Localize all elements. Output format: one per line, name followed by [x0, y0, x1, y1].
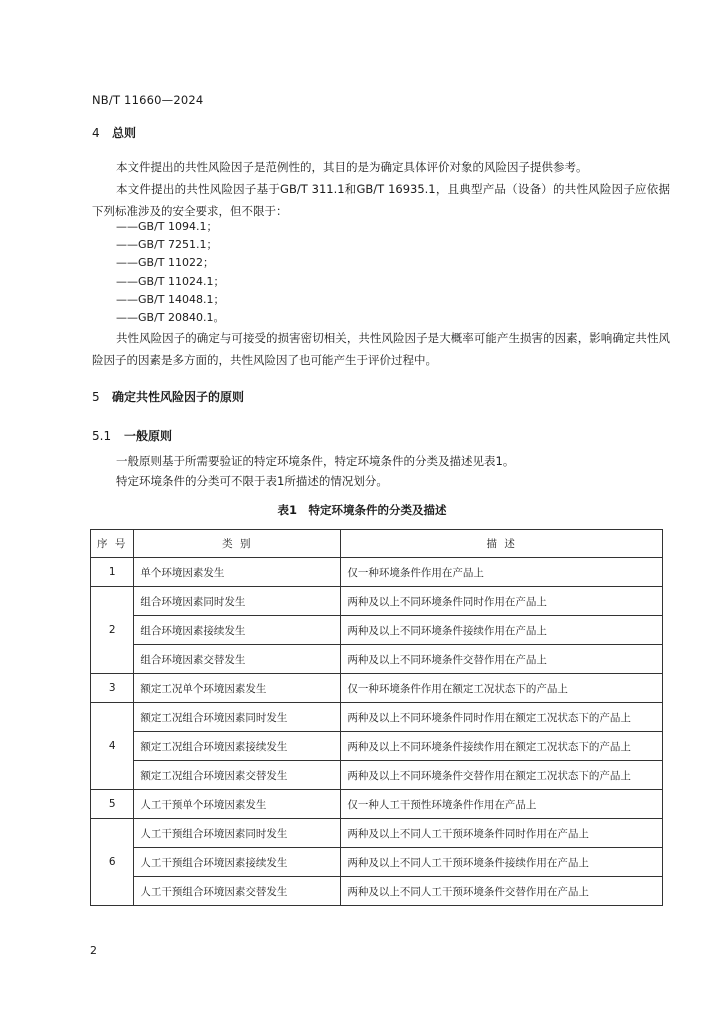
table-row	[91, 558, 663, 587]
description-cell: 两种及以上不同环境条件交替作用在额定工况状态下的产品上	[341, 761, 663, 790]
standards-list	[116, 218, 224, 327]
description-cell: 两种及以上不同人工干预环境条件交替作用在产品上	[341, 877, 663, 906]
table-row	[91, 877, 663, 906]
table-row	[91, 819, 663, 848]
description-cell: 两种及以上不同人工干预环境条件接续作用在产品上	[341, 848, 663, 877]
description-cell: 两种及以上不同人工干预环境条件同时作用在产品上	[341, 819, 663, 848]
category-cell: 组合环境因素接续发生	[134, 616, 341, 645]
table-row	[91, 645, 663, 674]
standards-list-item: ——GB/T 20840.1。	[116, 311, 225, 325]
description-cell: 两种及以上不同环境条件接续作用在额定工况状态下的产品上	[341, 732, 663, 761]
table-row	[91, 761, 663, 790]
category-cell: 人工干预单个环境因素发生	[134, 790, 341, 819]
category-cell: 单个环境因素发生	[134, 558, 341, 587]
header-description: 描 述	[341, 530, 663, 558]
table-row	[91, 587, 663, 616]
standards-list-item: ——GB/T 14048.1；	[116, 292, 225, 306]
category-cell: 额定工况组合环境因素同时发生	[134, 703, 341, 732]
category-cell: 人工干预组合环境因素同时发生	[134, 819, 341, 848]
section-4-para-2: 本文件提出的共性风险因子基于GB/T 311.1和GB/T 16935.1，且典型产品（设备）的共性风险因子应依据下列标准涉及的安全要求，但不限于：	[92, 182, 670, 218]
row-number-cell: 6	[91, 819, 134, 906]
description-cell: 两种及以上不同环境条件接续作用在产品上	[341, 616, 663, 645]
section-5-heading	[92, 388, 244, 405]
standards-list-item: ——GB/T 11024.1；	[116, 274, 225, 288]
section-4-para-3: 共性风险因子的确定与可接受的损害密切相关，共性风险因子是大概率可能产生损害的因素，影响确定共性风险因子的因素是多方面的，共性风险因了也可能产生于评价过程中。	[92, 331, 670, 367]
section-5-1-number: 5.1	[92, 429, 112, 443]
category-cell: 额定工况组合环境因素交替发生	[134, 761, 341, 790]
section-5-number: 5	[92, 390, 100, 404]
table-row	[91, 703, 663, 732]
header-no: 序 号	[91, 530, 134, 558]
row-number-cell: 3	[91, 674, 134, 703]
standards-list-item: ——GB/T 11022；	[116, 256, 214, 270]
section-5-1-title: 一般原则	[124, 429, 173, 443]
description-cell: 两种及以上不同环境条件同时作用在产品上	[341, 587, 663, 616]
description-cell: 仅一种环境条件作用在额定工况状态下的产品上	[341, 674, 663, 703]
section-5-1-para-1: 一般原则基于所需要验证的特定环境条件，特定环境条件的分类及描述见表1。	[116, 454, 515, 468]
category-cell: 组合环境因素同时发生	[134, 587, 341, 616]
page-number: 2	[90, 944, 97, 957]
row-number-cell: 2	[91, 587, 134, 674]
category-cell: 组合环境因素交替发生	[134, 645, 341, 674]
section-4-para-1: 本文件提出的共性风险因子是范例性的，其目的是为确定具体评价对象的风险因子提供参考。	[116, 160, 588, 174]
standards-list-item: ——GB/T 7251.1；	[116, 238, 218, 252]
section-4-number: 4	[92, 126, 100, 140]
table-row	[91, 616, 663, 645]
section-5-1-heading	[92, 427, 172, 444]
standard-code: NB/T 11660—2024	[92, 93, 204, 107]
section-5-title: 确定共性风险因子的原则	[112, 390, 245, 404]
table-row	[91, 848, 663, 877]
category-cell: 额定工况组合环境因素接续发生	[134, 732, 341, 761]
header-category: 类 别	[134, 530, 341, 558]
table-row	[91, 790, 663, 819]
table-header-row	[91, 530, 663, 558]
table-row	[91, 674, 663, 703]
category-cell: 人工干预组合环境因素交替发生	[134, 877, 341, 906]
description-cell: 两种及以上不同环境条件交替作用在产品上	[341, 645, 663, 674]
section-5-1-para-2: 特定环境条件的分类可不限于表1所描述的情况划分。	[116, 474, 388, 488]
table-title: 表1 特定环境条件的分类及描述	[277, 503, 447, 517]
section-4-title: 总则	[112, 126, 137, 140]
row-number-cell: 1	[91, 558, 134, 587]
category-cell: 额定工况单个环境因素发生	[134, 674, 341, 703]
category-cell: 人工干预组合环境因素接续发生	[134, 848, 341, 877]
section-4-heading	[92, 124, 136, 141]
row-number-cell: 5	[91, 790, 134, 819]
description-cell: 两种及以上不同环境条件同时作用在额定工况状态下的产品上	[341, 703, 663, 732]
description-cell: 仅一种环境条件作用在产品上	[341, 558, 663, 587]
environment-conditions-table	[90, 529, 663, 906]
standards-list-item: ——GB/T 1094.1；	[116, 220, 218, 233]
description-cell: 仅一种人工干预性环境条件作用在产品上	[341, 790, 663, 819]
row-number-cell: 4	[91, 703, 134, 790]
table-row	[91, 732, 663, 761]
